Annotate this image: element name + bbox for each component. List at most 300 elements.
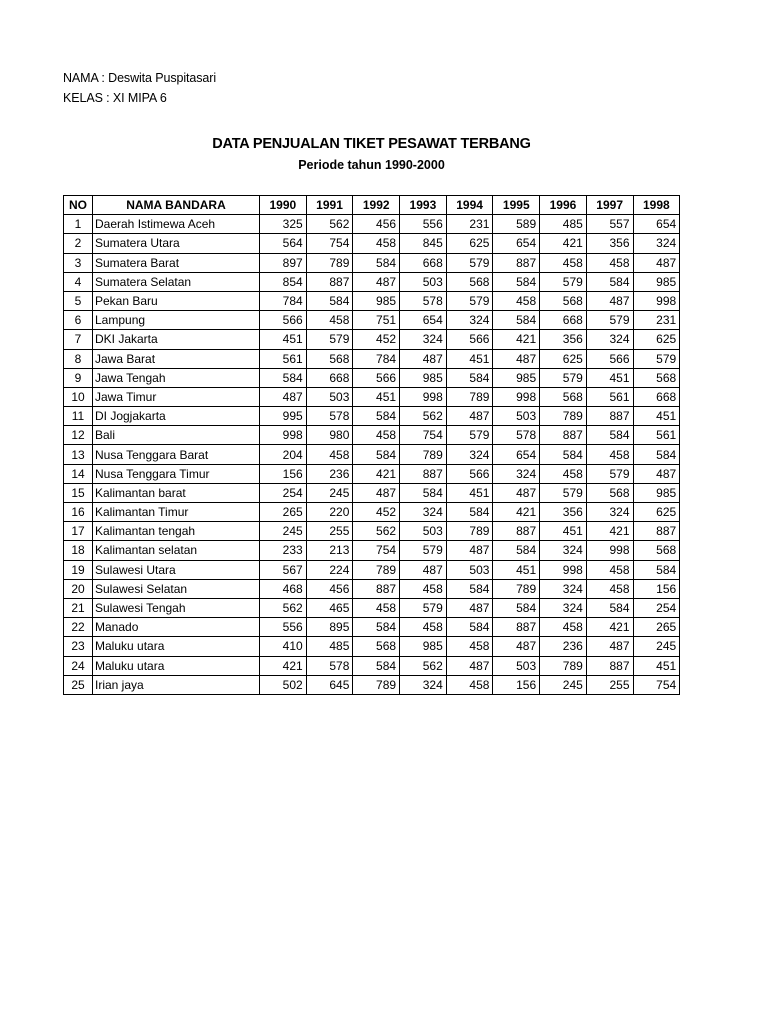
sales-value-cell: 887	[586, 656, 633, 675]
row-number-cell: 12	[64, 426, 93, 445]
sales-value-cell: 562	[260, 598, 307, 617]
table-row	[64, 464, 680, 483]
sales-value-cell: 458	[586, 445, 633, 464]
sales-value-cell: 220	[306, 503, 353, 522]
sales-value-cell: 995	[260, 407, 307, 426]
sales-value-cell: 324	[400, 503, 447, 522]
airport-name-cell: DI Jogjakarta	[93, 407, 260, 426]
sales-value-cell: 887	[400, 464, 447, 483]
airport-name-cell: Sulawesi Selatan	[93, 579, 260, 598]
sales-value-cell: 487	[353, 483, 400, 502]
sales-value-cell: 584	[306, 291, 353, 310]
table-row	[64, 445, 680, 464]
header-year: 1996	[540, 196, 587, 215]
sales-value-cell: 895	[306, 618, 353, 637]
row-number-cell: 8	[64, 349, 93, 368]
sales-value-cell: 579	[633, 349, 680, 368]
sales-value-cell: 579	[586, 464, 633, 483]
sales-value-cell: 458	[306, 445, 353, 464]
sales-value-cell: 568	[540, 291, 587, 310]
sales-value-cell: 584	[493, 598, 540, 617]
sales-value-cell: 887	[493, 522, 540, 541]
sales-value-cell: 324	[446, 311, 493, 330]
sales-value-cell: 233	[260, 541, 307, 560]
sales-value-cell: 568	[446, 272, 493, 291]
sales-value-cell: 578	[400, 291, 447, 310]
header-year: 1994	[446, 196, 493, 215]
sales-value-cell: 556	[400, 215, 447, 234]
airport-name-cell: Sumatera Selatan	[93, 272, 260, 291]
table-row	[64, 618, 680, 637]
sales-value-cell: 887	[306, 272, 353, 291]
sales-value-cell: 324	[540, 579, 587, 598]
row-number-cell: 16	[64, 503, 93, 522]
sales-value-cell: 584	[446, 503, 493, 522]
sales-value-cell: 887	[493, 253, 540, 272]
sales-value-cell: 579	[540, 483, 587, 502]
sales-value-cell: 584	[446, 368, 493, 387]
sales-value-cell: 487	[586, 637, 633, 656]
sales-value-cell: 668	[306, 368, 353, 387]
sales-value-cell: 985	[400, 637, 447, 656]
row-number-cell: 21	[64, 598, 93, 617]
sales-value-cell: 231	[446, 215, 493, 234]
sales-value-cell: 625	[633, 330, 680, 349]
sales-value-cell: 452	[353, 503, 400, 522]
sales-value-cell: 789	[540, 656, 587, 675]
sales-value-cell: 451	[633, 656, 680, 675]
sales-value-cell: 579	[540, 272, 587, 291]
row-number-cell: 2	[64, 234, 93, 253]
airport-name-cell: Sulawesi Tengah	[93, 598, 260, 617]
sales-value-cell: 584	[586, 598, 633, 617]
sales-value-cell: 584	[260, 368, 307, 387]
airport-name-cell: Maluku utara	[93, 637, 260, 656]
student-class-line: KELAS : XI MIPA 6	[63, 91, 167, 105]
sales-value-cell: 654	[493, 234, 540, 253]
sales-value-cell: 245	[633, 637, 680, 656]
sales-value-cell: 451	[446, 349, 493, 368]
sales-value-cell: 584	[586, 272, 633, 291]
sales-value-cell: 584	[353, 445, 400, 464]
sales-value-cell: 998	[633, 291, 680, 310]
sales-value-cell: 255	[306, 522, 353, 541]
header-year: 1997	[586, 196, 633, 215]
sales-value-cell: 645	[306, 675, 353, 694]
sales-value-cell: 487	[400, 349, 447, 368]
sales-value-cell: 887	[633, 522, 680, 541]
sales-value-cell: 245	[260, 522, 307, 541]
row-number-cell: 15	[64, 483, 93, 502]
sales-value-cell: 579	[446, 291, 493, 310]
sales-value-cell: 156	[260, 464, 307, 483]
airport-name-cell: Sumatera Utara	[93, 234, 260, 253]
table-row	[64, 483, 680, 502]
sales-value-cell: 451	[540, 522, 587, 541]
sales-value-cell: 579	[586, 311, 633, 330]
sales-value-cell: 584	[446, 618, 493, 637]
table-row	[64, 387, 680, 406]
sales-value-cell: 204	[260, 445, 307, 464]
sales-value-cell: 887	[540, 426, 587, 445]
sales-value-cell: 562	[400, 407, 447, 426]
sales-value-cell: 668	[540, 311, 587, 330]
sales-value-cell: 451	[586, 368, 633, 387]
sales-value-cell: 468	[260, 579, 307, 598]
sales-value-cell: 265	[633, 618, 680, 637]
sales-value-cell: 584	[353, 407, 400, 426]
table-row	[64, 291, 680, 310]
sales-value-cell: 356	[540, 330, 587, 349]
airport-name-cell: Nusa Tenggara Barat	[93, 445, 260, 464]
sales-value-cell: 584	[493, 541, 540, 560]
sales-value-cell: 356	[540, 503, 587, 522]
sales-value-cell: 324	[540, 598, 587, 617]
sales-value-cell: 564	[260, 234, 307, 253]
sales-value-cell: 421	[586, 618, 633, 637]
sales-value-cell: 568	[540, 387, 587, 406]
header-year: 1990	[260, 196, 307, 215]
sales-value-cell: 224	[306, 560, 353, 579]
sales-value-cell: 668	[400, 253, 447, 272]
table-row	[64, 253, 680, 272]
sales-value-cell: 754	[353, 541, 400, 560]
sales-value-cell: 458	[353, 426, 400, 445]
sales-value-cell: 156	[493, 675, 540, 694]
sales-value-cell: 452	[353, 330, 400, 349]
sales-value-cell: 625	[446, 234, 493, 253]
sales-value-cell: 458	[446, 675, 493, 694]
sales-value-cell: 567	[260, 560, 307, 579]
airport-name-cell: Irian jaya	[93, 675, 260, 694]
airport-name-cell: Kalimantan tengah	[93, 522, 260, 541]
sales-value-cell: 789	[540, 407, 587, 426]
sales-value-cell: 789	[446, 522, 493, 541]
sales-value-cell: 754	[400, 426, 447, 445]
sales-value-cell: 485	[540, 215, 587, 234]
airport-name-cell: Kalimantan selatan	[93, 541, 260, 560]
sales-value-cell: 789	[493, 579, 540, 598]
student-name-line: NAMA : Deswita Puspitasari	[63, 71, 217, 85]
sales-value-cell: 789	[353, 560, 400, 579]
sales-value-cell: 589	[493, 215, 540, 234]
table-row	[64, 426, 680, 445]
sales-value-cell: 568	[586, 483, 633, 502]
sales-value-cell: 887	[586, 407, 633, 426]
sales-value-cell: 566	[260, 311, 307, 330]
sales-value-cell: 566	[446, 330, 493, 349]
sales-value-cell: 566	[586, 349, 633, 368]
sales-value-cell: 421	[353, 464, 400, 483]
sales-value-cell: 487	[260, 387, 307, 406]
sales-value-cell: 579	[446, 426, 493, 445]
sales-value-cell: 487	[446, 407, 493, 426]
table-row	[64, 637, 680, 656]
sales-value-cell: 998	[400, 387, 447, 406]
sales-value-cell: 789	[306, 253, 353, 272]
sales-value-cell: 584	[446, 579, 493, 598]
sales-value-cell: 584	[540, 445, 587, 464]
sales-value-cell: 562	[400, 656, 447, 675]
sales-value-cell: 254	[633, 598, 680, 617]
sales-value-cell: 566	[353, 368, 400, 387]
sales-value-cell: 556	[260, 618, 307, 637]
sales-value-cell: 654	[400, 311, 447, 330]
sales-value-cell: 503	[306, 387, 353, 406]
sales-value-cell: 751	[353, 311, 400, 330]
sales-value-cell: 998	[260, 426, 307, 445]
sales-value-cell: 487	[493, 483, 540, 502]
sales-value-cell: 789	[446, 387, 493, 406]
table-row	[64, 541, 680, 560]
airport-name-cell: Jawa Timur	[93, 387, 260, 406]
header-year: 1993	[400, 196, 447, 215]
airport-name-cell: Sulawesi Utara	[93, 560, 260, 579]
sales-value-cell: 784	[260, 291, 307, 310]
sales-value-cell: 325	[260, 215, 307, 234]
sales-value-cell: 845	[400, 234, 447, 253]
row-number-cell: 7	[64, 330, 93, 349]
sales-value-cell: 985	[633, 483, 680, 502]
sales-value-cell: 562	[353, 522, 400, 541]
sales-value-cell: 236	[540, 637, 587, 656]
table-row	[64, 311, 680, 330]
sales-value-cell: 487	[353, 272, 400, 291]
sales-value-cell: 503	[493, 407, 540, 426]
sales-value-cell: 458	[306, 311, 353, 330]
sales-value-cell: 980	[306, 426, 353, 445]
sales-value-cell: 584	[633, 560, 680, 579]
sales-value-cell: 458	[493, 291, 540, 310]
sales-value-cell: 557	[586, 215, 633, 234]
sales-value-cell: 503	[493, 656, 540, 675]
sales-value-cell: 568	[306, 349, 353, 368]
sales-value-cell: 458	[586, 253, 633, 272]
sales-value-cell: 324	[586, 330, 633, 349]
row-number-cell: 5	[64, 291, 93, 310]
sales-value-cell: 985	[353, 291, 400, 310]
table-row	[64, 656, 680, 675]
sales-value-cell: 485	[306, 637, 353, 656]
sales-value-cell: 998	[540, 560, 587, 579]
sales-value-cell: 579	[400, 541, 447, 560]
sales-value-cell: 487	[446, 656, 493, 675]
sales-value-cell: 421	[260, 656, 307, 675]
sales-value-cell: 458	[586, 579, 633, 598]
sales-value-cell: 421	[540, 234, 587, 253]
sales-value-cell: 561	[586, 387, 633, 406]
sales-value-cell: 451	[633, 407, 680, 426]
sales-value-cell: 458	[353, 598, 400, 617]
sales-value-cell: 456	[353, 215, 400, 234]
sales-value-cell: 410	[260, 637, 307, 656]
sales-value-cell: 584	[353, 618, 400, 637]
sales-value-cell: 562	[306, 215, 353, 234]
sales-value-cell: 579	[540, 368, 587, 387]
sales-value-cell: 451	[260, 330, 307, 349]
sales-value-cell: 487	[493, 637, 540, 656]
sales-value-cell: 324	[400, 330, 447, 349]
sales-value-cell: 584	[400, 483, 447, 502]
row-number-cell: 10	[64, 387, 93, 406]
sales-value-cell: 654	[633, 215, 680, 234]
document-title: DATA PENJUALAN TIKET PESAWAT TERBANG	[212, 136, 531, 152]
sales-value-cell: 561	[633, 426, 680, 445]
row-number-cell: 1	[64, 215, 93, 234]
sales-value-cell: 324	[633, 234, 680, 253]
sales-value-cell: 502	[260, 675, 307, 694]
sales-value-cell: 625	[540, 349, 587, 368]
sales-value-cell: 985	[400, 368, 447, 387]
airport-name-cell: Kalimantan Timur	[93, 503, 260, 522]
sales-value-cell: 245	[306, 483, 353, 502]
row-number-cell: 17	[64, 522, 93, 541]
airport-name-cell: Bali	[93, 426, 260, 445]
sales-value-cell: 458	[446, 637, 493, 656]
sales-value-cell: 568	[633, 368, 680, 387]
row-number-cell: 20	[64, 579, 93, 598]
row-number-cell: 9	[64, 368, 93, 387]
sales-value-cell: 487	[446, 541, 493, 560]
sales-value-cell: 887	[493, 618, 540, 637]
sales-value-cell: 754	[306, 234, 353, 253]
airport-name-cell: Sumatera Barat	[93, 253, 260, 272]
airport-name-cell: DKI Jakarta	[93, 330, 260, 349]
sales-value-cell: 579	[400, 598, 447, 617]
sales-value-cell: 421	[493, 503, 540, 522]
sales-value-cell: 156	[633, 579, 680, 598]
table-row	[64, 503, 680, 522]
sales-value-cell: 458	[586, 560, 633, 579]
airport-name-cell: Kalimantan barat	[93, 483, 260, 502]
table-row	[64, 330, 680, 349]
sales-value-cell: 487	[633, 253, 680, 272]
row-number-cell: 19	[64, 560, 93, 579]
sales-value-cell: 236	[306, 464, 353, 483]
row-number-cell: 24	[64, 656, 93, 675]
row-number-cell: 4	[64, 272, 93, 291]
sales-value-cell: 458	[540, 253, 587, 272]
airport-name-cell: Manado	[93, 618, 260, 637]
airport-name-cell: Pekan Baru	[93, 291, 260, 310]
table-header-row	[64, 196, 680, 215]
sales-value-cell: 356	[586, 234, 633, 253]
ticket-sales-table	[63, 195, 680, 695]
sales-value-cell: 456	[306, 579, 353, 598]
header-year: 1991	[306, 196, 353, 215]
sales-value-cell: 458	[540, 464, 587, 483]
document-subtitle: Periode tahun 1990-2000	[298, 158, 445, 172]
row-number-cell: 18	[64, 541, 93, 560]
airport-name-cell: Nusa Tenggara Timur	[93, 464, 260, 483]
header-year: 1992	[353, 196, 400, 215]
header-year: 1998	[633, 196, 680, 215]
sales-value-cell: 254	[260, 483, 307, 502]
sales-value-cell: 213	[306, 541, 353, 560]
sales-value-cell: 584	[493, 272, 540, 291]
sales-value-cell: 255	[586, 675, 633, 694]
sales-value-cell: 421	[586, 522, 633, 541]
row-number-cell: 23	[64, 637, 93, 656]
sales-value-cell: 487	[633, 464, 680, 483]
sales-value-cell: 985	[493, 368, 540, 387]
sales-value-cell: 487	[586, 291, 633, 310]
table-row	[64, 215, 680, 234]
sales-value-cell: 503	[400, 272, 447, 291]
sales-value-cell: 561	[260, 349, 307, 368]
sales-value-cell: 568	[353, 637, 400, 656]
row-number-cell: 11	[64, 407, 93, 426]
airport-name-cell: Jawa Barat	[93, 349, 260, 368]
sales-value-cell: 584	[493, 311, 540, 330]
airport-name-cell: Lampung	[93, 311, 260, 330]
header-no: NO	[64, 196, 93, 215]
sales-value-cell: 584	[633, 445, 680, 464]
table-row	[64, 272, 680, 291]
sales-value-cell: 998	[586, 541, 633, 560]
sales-value-cell: 654	[493, 445, 540, 464]
airport-name-cell: Daerah Istimewa Aceh	[93, 215, 260, 234]
row-number-cell: 6	[64, 311, 93, 330]
sales-value-cell: 231	[633, 311, 680, 330]
row-number-cell: 22	[64, 618, 93, 637]
sales-value-cell: 668	[633, 387, 680, 406]
table-row	[64, 560, 680, 579]
sales-value-cell: 584	[353, 253, 400, 272]
sales-value-cell: 568	[633, 541, 680, 560]
row-number-cell: 14	[64, 464, 93, 483]
table-row	[64, 598, 680, 617]
sales-value-cell: 789	[400, 445, 447, 464]
sales-value-cell: 458	[400, 579, 447, 598]
sales-value-cell: 998	[493, 387, 540, 406]
sales-value-cell: 324	[540, 541, 587, 560]
row-number-cell: 13	[64, 445, 93, 464]
table-row	[64, 349, 680, 368]
sales-value-cell: 566	[446, 464, 493, 483]
sales-value-cell: 897	[260, 253, 307, 272]
sales-value-cell: 458	[400, 618, 447, 637]
sales-value-cell: 789	[353, 675, 400, 694]
sales-value-cell: 324	[493, 464, 540, 483]
sales-value-cell: 324	[586, 503, 633, 522]
sales-value-cell: 578	[306, 407, 353, 426]
sales-value-cell: 887	[353, 579, 400, 598]
sales-value-cell: 503	[446, 560, 493, 579]
sales-value-cell: 579	[306, 330, 353, 349]
sales-value-cell: 985	[633, 272, 680, 291]
header-year: 1995	[493, 196, 540, 215]
sales-value-cell: 579	[446, 253, 493, 272]
sales-value-cell: 265	[260, 503, 307, 522]
row-number-cell: 25	[64, 675, 93, 694]
sales-value-cell: 854	[260, 272, 307, 291]
sales-value-cell: 451	[493, 560, 540, 579]
table-row	[64, 522, 680, 541]
sales-value-cell: 245	[540, 675, 587, 694]
table-row	[64, 675, 680, 694]
sales-value-cell: 465	[306, 598, 353, 617]
table-row	[64, 368, 680, 387]
sales-value-cell: 584	[353, 656, 400, 675]
table-row	[64, 407, 680, 426]
sales-value-cell: 324	[400, 675, 447, 694]
sales-value-cell: 754	[633, 675, 680, 694]
sales-value-cell: 487	[446, 598, 493, 617]
table-row	[64, 579, 680, 598]
sales-value-cell: 324	[446, 445, 493, 464]
header-airport-name: NAMA BANDARA	[93, 196, 260, 215]
